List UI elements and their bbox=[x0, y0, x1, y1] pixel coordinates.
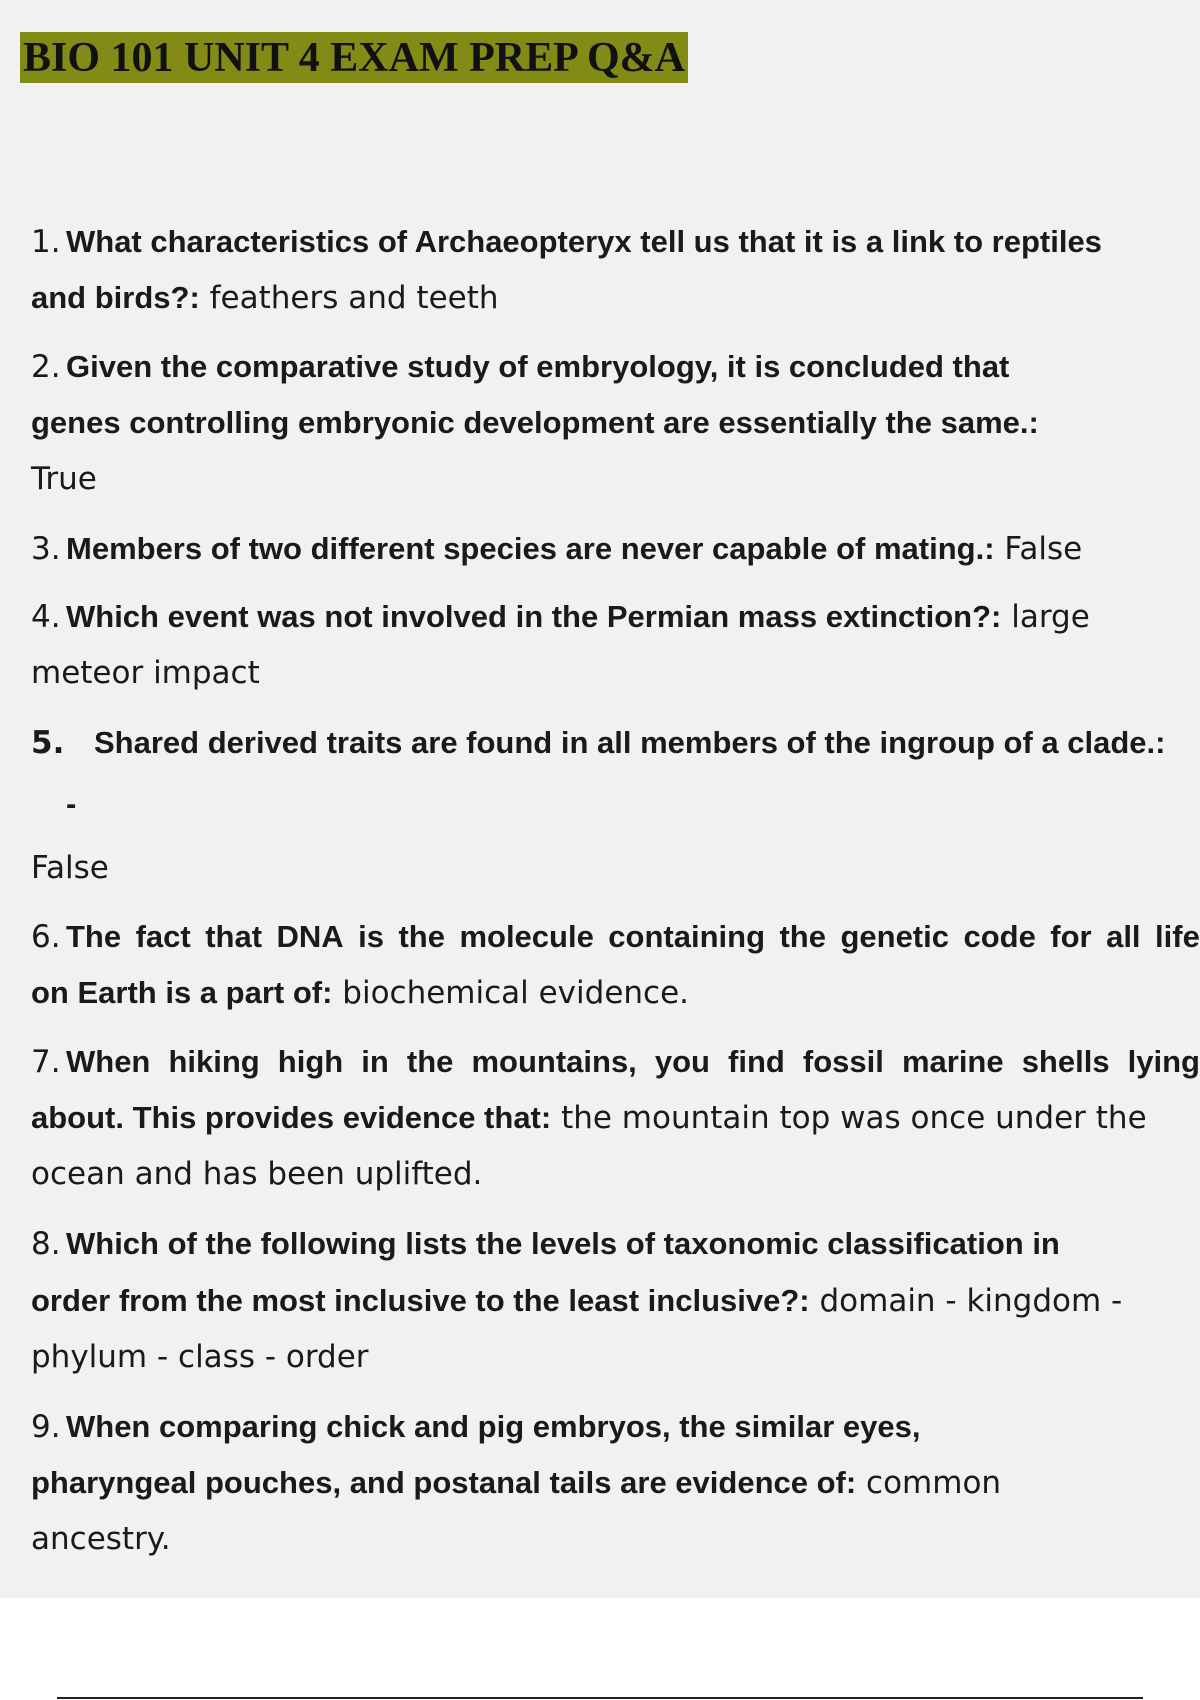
answer-text: biochemical evidence. bbox=[332, 975, 690, 1011]
question-number: 5. bbox=[31, 725, 65, 761]
qa-item-9 bbox=[31, 1399, 1200, 1455]
question-text: Which event was not involved in the Permian mass extinction?: bbox=[66, 599, 1002, 634]
question-line-justified bbox=[31, 909, 1200, 965]
question-word: DNA bbox=[276, 919, 344, 954]
question-text: pharyngeal pouches, and postanal tails are evidence of: bbox=[31, 1465, 857, 1500]
question-number: 3. bbox=[31, 531, 61, 567]
question-word: containing bbox=[608, 919, 766, 954]
question-word: find bbox=[728, 1044, 785, 1079]
question-text: Shared derived traits are found in all members of the ingroup of a clade.: bbox=[94, 725, 1166, 760]
question-word: shells bbox=[1021, 1044, 1110, 1079]
question-word: for bbox=[1050, 919, 1092, 954]
qa-item-9-answer bbox=[31, 1511, 1200, 1567]
qa-item-8 bbox=[31, 1216, 1200, 1272]
question-text: genes controlling embryonic development are essentially the same.: bbox=[31, 405, 1039, 440]
question-text: and birds?: bbox=[31, 280, 200, 315]
answer-text: ocean and has been uplifted. bbox=[31, 1156, 483, 1192]
question-text: order from the most inclusive to the least inclusive?: bbox=[31, 1283, 810, 1318]
qa-item-7 bbox=[31, 1034, 1200, 1090]
question-word: lying bbox=[1127, 1044, 1200, 1079]
question-word: life bbox=[1155, 919, 1200, 954]
question-text: When comparing chick and pig embryos, the similar eyes, bbox=[66, 1409, 921, 1444]
qa-item-7-answer bbox=[31, 1146, 1200, 1202]
qa-item-8-answer bbox=[31, 1329, 1200, 1385]
question-word: genetic bbox=[840, 919, 949, 954]
qa-item-5-answer bbox=[31, 840, 1200, 896]
answer-text: False bbox=[994, 531, 1083, 567]
document-title: BIO 101 UNIT 4 EXAM PREP Q&A bbox=[20, 32, 688, 83]
question-word: high bbox=[277, 1044, 344, 1079]
answer-text: the mountain top was once under the bbox=[551, 1100, 1147, 1136]
question-text: Which of the following lists the levels of taxonomic classification in bbox=[66, 1226, 1060, 1261]
qa-item-1-cont bbox=[31, 270, 1200, 326]
question-word: that bbox=[205, 919, 263, 954]
question-word: the bbox=[779, 919, 826, 954]
question-word: mountains, bbox=[471, 1044, 637, 1079]
answer-text: False bbox=[31, 850, 109, 886]
question-word: the bbox=[398, 919, 445, 954]
question-word: marine bbox=[901, 1044, 1004, 1079]
qa-item-4-cont bbox=[31, 645, 1200, 701]
question-number: 1. bbox=[31, 224, 61, 260]
question-word: you bbox=[654, 1044, 710, 1079]
question-text: on Earth is a part of: bbox=[31, 975, 333, 1010]
answer-text: common bbox=[856, 1465, 1002, 1501]
question-line-justified bbox=[31, 1034, 1200, 1090]
qa-item-9-cont bbox=[31, 1455, 1200, 1511]
answer-text: meteor impact bbox=[31, 655, 260, 691]
question-number: 4. bbox=[31, 599, 61, 635]
question-word: is bbox=[358, 919, 384, 954]
question-number-and-word bbox=[31, 909, 121, 965]
qa-item-4 bbox=[31, 589, 1200, 645]
qa-item-7-cont bbox=[31, 1090, 1200, 1146]
question-word: When bbox=[66, 1044, 151, 1079]
question-number: 9. bbox=[31, 1409, 61, 1445]
question-word: all bbox=[1106, 919, 1141, 954]
qa-item-6-cont bbox=[31, 965, 1200, 1021]
qa-item-2-answer bbox=[31, 451, 1200, 507]
question-number: 2. bbox=[31, 349, 61, 385]
qa-item-6 bbox=[31, 909, 1200, 965]
question-word: molecule bbox=[459, 919, 594, 954]
answer-text: domain - kingdom - bbox=[809, 1283, 1123, 1319]
question-text: Given the comparative study of embryology, it is concluded that bbox=[66, 349, 1010, 384]
question-text: Members of two different species are never capable of mating.: bbox=[66, 531, 995, 566]
question-word: hiking bbox=[168, 1044, 260, 1079]
footer-divider bbox=[57, 1697, 1143, 1699]
question-word: fact bbox=[135, 919, 191, 954]
question-number-and-word bbox=[31, 1034, 150, 1090]
qa-item-8-cont bbox=[31, 1273, 1200, 1329]
qa-item-1 bbox=[31, 214, 1200, 270]
answer-dash: - bbox=[66, 786, 77, 821]
qa-item-5 bbox=[31, 715, 1200, 771]
question-number: 6. bbox=[31, 919, 61, 955]
answer-text: phylum - class - order bbox=[31, 1339, 369, 1375]
question-word: The bbox=[66, 919, 122, 954]
question-word: in bbox=[361, 1044, 389, 1079]
question-text: What characteristics of Archaeopteryx tell us that it is a link to reptiles bbox=[66, 224, 1102, 259]
qa-item-3 bbox=[31, 521, 1200, 577]
question-word: code bbox=[963, 919, 1036, 954]
question-number: 8. bbox=[31, 1226, 61, 1262]
question-number: 7. bbox=[31, 1044, 61, 1080]
answer-text: feathers and teeth bbox=[199, 280, 499, 316]
question-text: about. This provides evidence that: bbox=[31, 1100, 552, 1135]
answer-text: large bbox=[1001, 599, 1090, 635]
qa-item-2-cont bbox=[31, 395, 1200, 451]
question-word: fossil bbox=[802, 1044, 884, 1079]
question-word: the bbox=[406, 1044, 454, 1079]
answer-text: True bbox=[31, 461, 97, 497]
qa-item-2 bbox=[31, 339, 1200, 395]
answer-text: ancestry. bbox=[31, 1521, 171, 1557]
